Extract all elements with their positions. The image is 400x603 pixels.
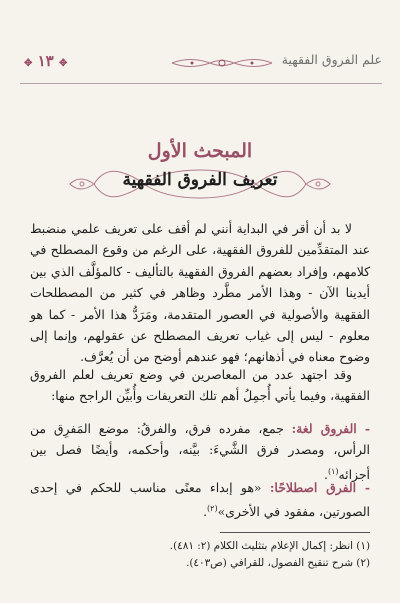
definition-term: - الفروق لغة:: [291, 421, 370, 436]
footnote-ref: (٢): [207, 504, 218, 514]
definition-linguistic: [30, 418, 370, 485]
footnote-item: (١) انظر: إكمال الإعلام بتثليث الكلام (٢: ٤٨١).: [169, 540, 370, 552]
definition-text: «هو إبداء معنًى مناسب للحكم في إحدى الصورتين، مفقود في الأخرى»: [30, 480, 370, 520]
punctuation: .: [324, 466, 328, 482]
definition-technical: [30, 477, 370, 523]
header-divider: [20, 83, 382, 84]
page-number-text: ١٣: [37, 52, 54, 70]
ornament-dots-icon: ✥: [58, 58, 68, 69]
header-ornament-icon: [170, 56, 274, 70]
footnotes: [30, 538, 370, 572]
footnote-ref: (١): [327, 466, 339, 476]
footnote-divider: [220, 532, 370, 533]
chapter-title: تعريف الفروق الفقهية: [122, 170, 278, 190]
paragraph-text: لا بد أن أقر في البداية أنني لم أقف على تعريف علمي منضبط عند المتقدِّمين للفروق الفقهية، على الرغم من وقوع المصطلح في كلامهم، وإفراد بعضهم الفروق الفقهية بالتأليف - كالمؤلَّف الذي بين أيدينا الآن - وهذا الأمر مطَّرد وظاهر في كثير من المصطلحات الفقهية والأصولية في العصور المتقدمة، ومَرَدُّ هذا الأمر - كما هو معلوم - ليس إلى غياب تعريف المصطلح عن عقولهم، وإنما إلى وضوح معناه في أذهانهم؛ فهو عندهم أوضح من أن يُعرَّف.: [30, 221, 370, 365]
paragraph-text: وقد اجتهد عدد من المعاصرين في وضع تعريف لعلم الفروق الفقهية، وفيما يأتي أُجمِلُ أهم تلك التعريفات وأُبيِّن الراجح منها:: [30, 367, 370, 404]
page-number: [24, 52, 67, 70]
punctuation: .: [203, 504, 208, 520]
ornament-dots-icon: ✥: [24, 58, 33, 69]
page-header: [20, 52, 382, 78]
paragraph-intro: [30, 218, 370, 368]
footnote-item: (٢) شرح تنقيح الفصول، للقرافي (ص٤٠٣).: [186, 557, 370, 569]
definition-text: جمع، مفرده فرق، والفرقُ: موضع المَفرِق من الرأس، ومصدر فرق الشَّيءَ: بيَّنه، وأحكمه، وأيضًا فصل بين أجزائه: [30, 421, 370, 482]
running-title: علم الفروق الفقهية: [281, 52, 382, 67]
section-heading: المبحث الأول: [147, 140, 253, 162]
definition-term: - الفرق اصطلاحًا:: [269, 480, 370, 495]
paragraph-definitions-intro: [30, 364, 370, 407]
